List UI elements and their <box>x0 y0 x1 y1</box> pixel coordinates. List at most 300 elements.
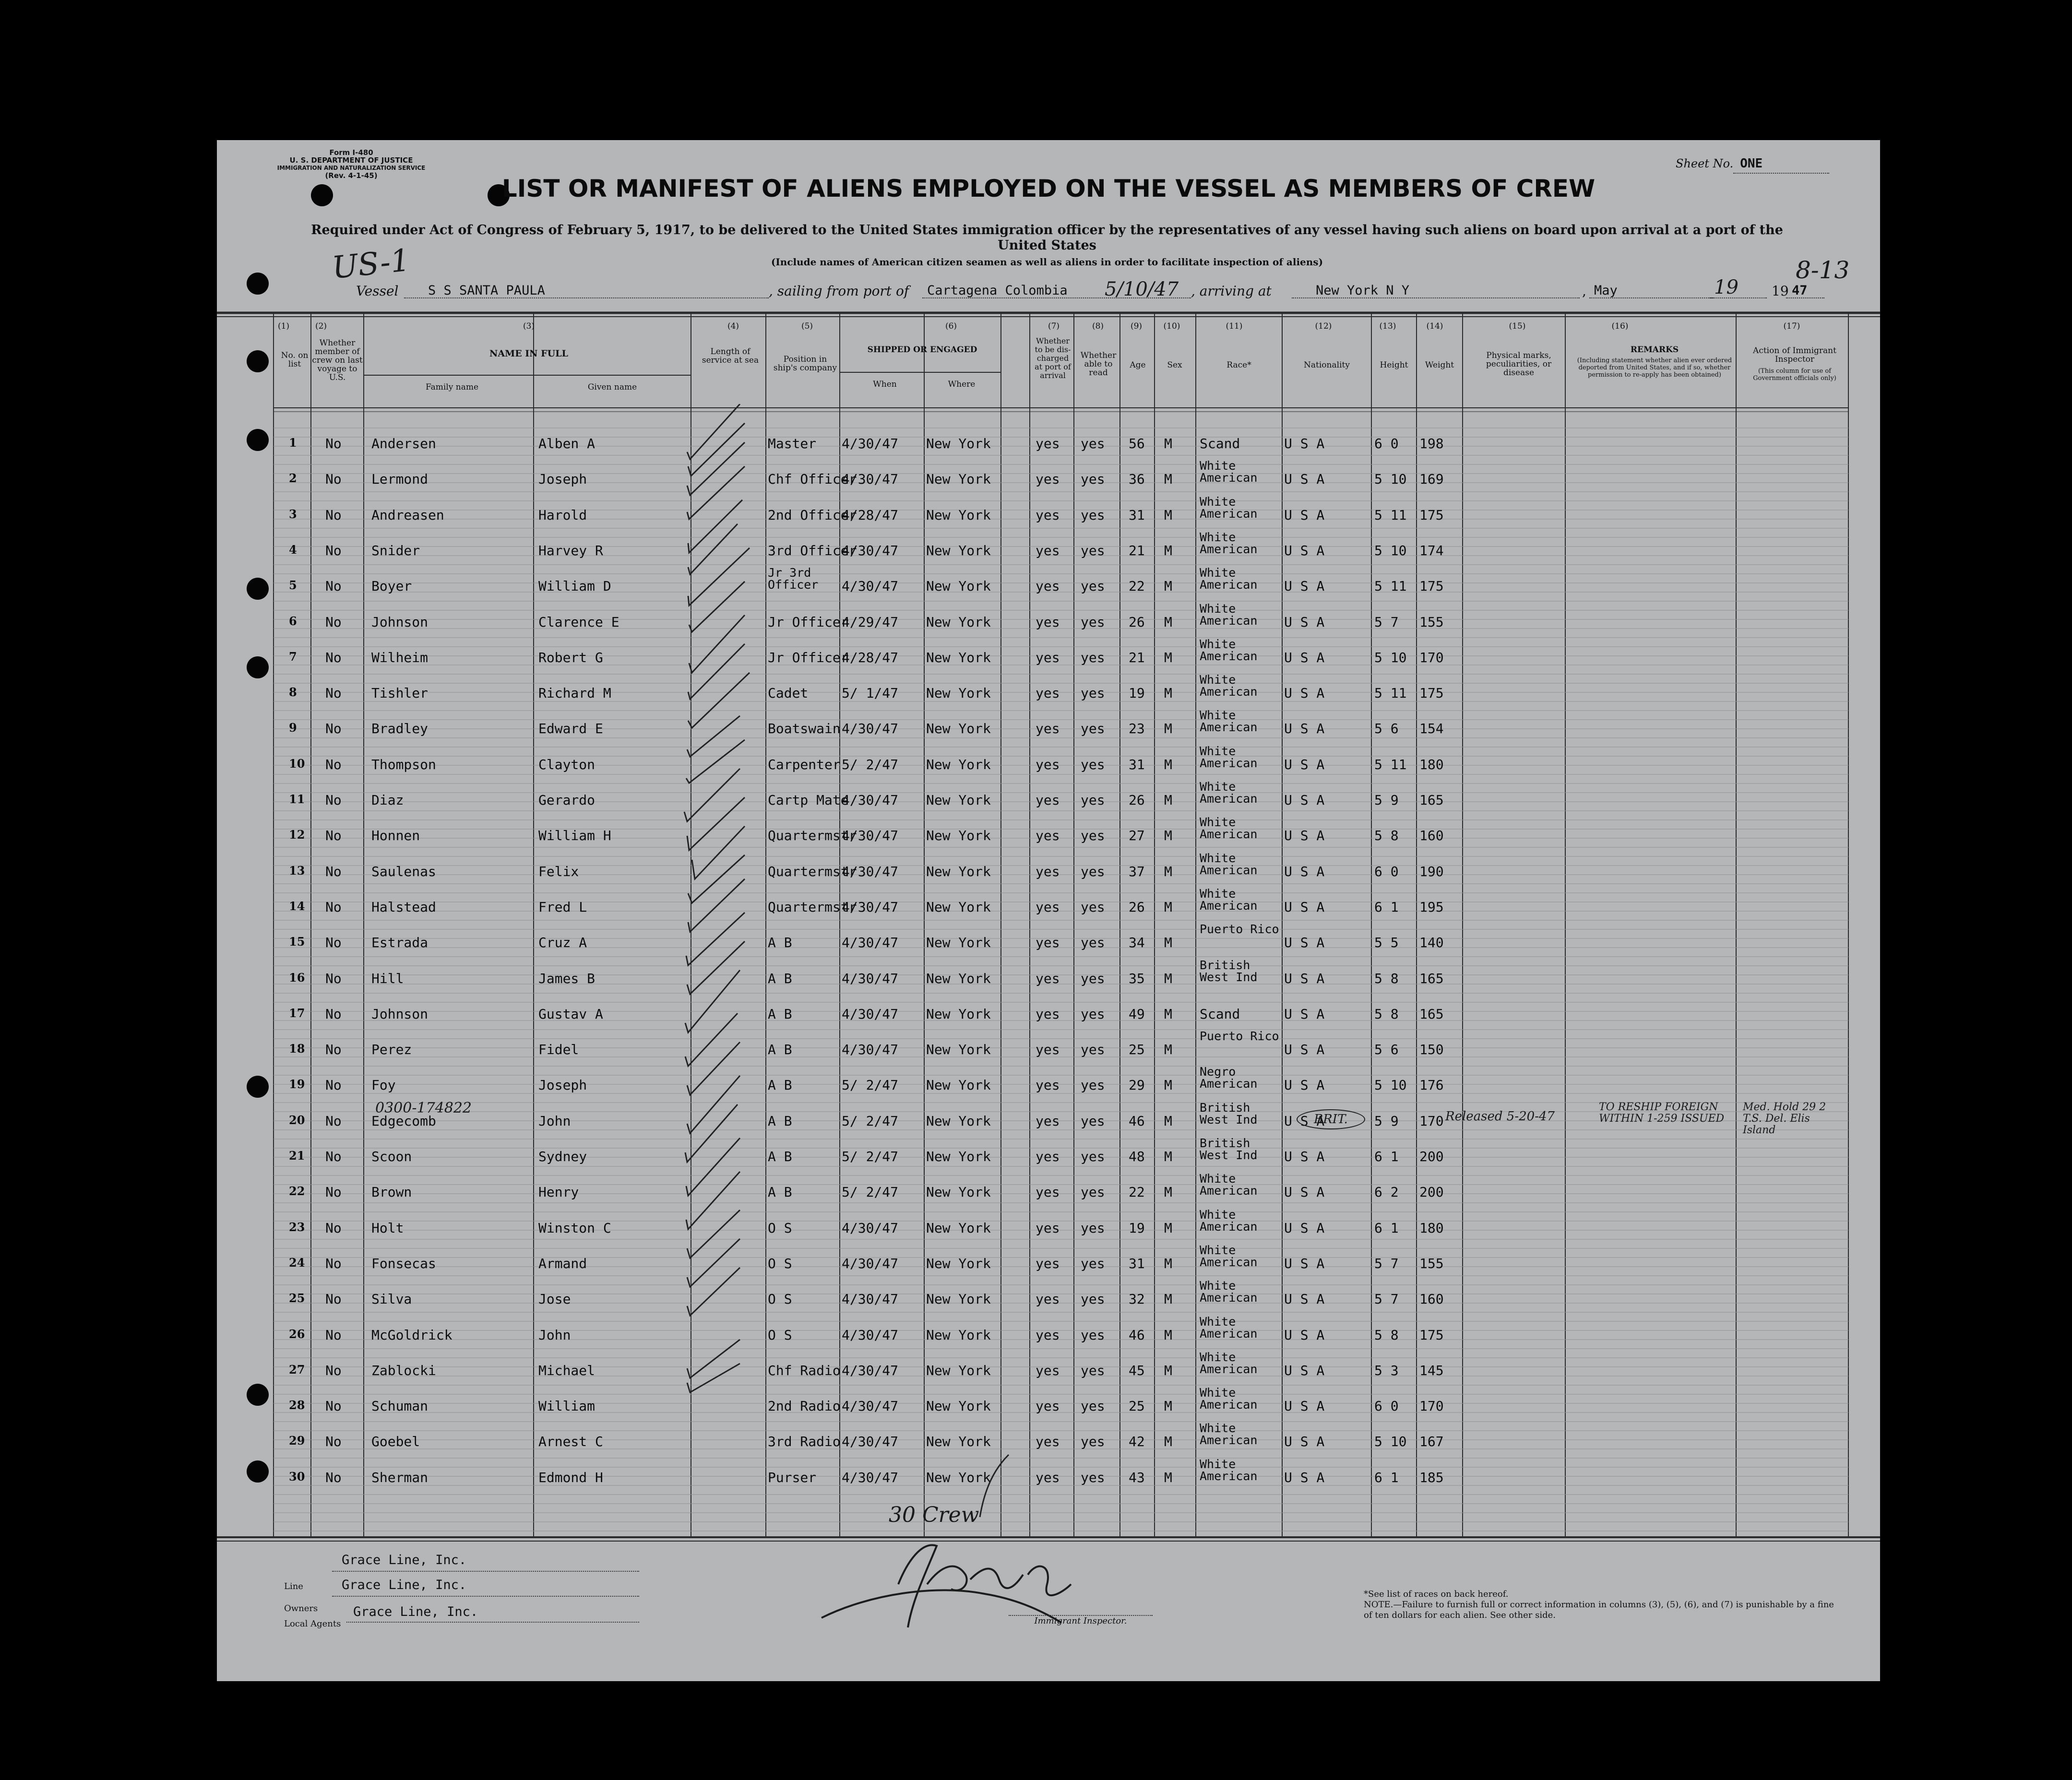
discharged: yes <box>1036 1113 1060 1129</box>
row-number: 6 <box>289 614 297 628</box>
family-name: Zablocki <box>371 1362 436 1378</box>
col-num-17: (17) <box>1783 321 1800 331</box>
row-number: 12 <box>289 828 305 842</box>
discharged: yes <box>1036 1077 1060 1093</box>
nationality: U S A <box>1284 507 1325 523</box>
shipped-where: New York <box>926 792 991 808</box>
age: 43 <box>1129 1469 1145 1485</box>
race: Puerto Rico <box>1200 1029 1279 1044</box>
discharged: yes <box>1036 970 1060 986</box>
able-to-read: yes <box>1081 578 1105 594</box>
shipped-when: 4/30/47 <box>842 1362 899 1378</box>
family-name: Schuman <box>371 1398 429 1414</box>
age: 49 <box>1129 1006 1145 1022</box>
given-name: Arnest C <box>538 1434 603 1450</box>
department: U. S. DEPARTMENT OF JUSTICE <box>289 156 413 165</box>
prev-voyage: No <box>325 1469 342 1485</box>
age: 25 <box>1129 1398 1145 1414</box>
weight: 155 <box>1419 1255 1444 1271</box>
shipped-where: New York <box>926 970 991 986</box>
weight: 185 <box>1419 1469 1444 1485</box>
comma: , <box>1582 283 1586 299</box>
family-name: Lermond <box>371 471 429 487</box>
able-to-read: yes <box>1081 436 1105 451</box>
row-number: 16 <box>289 970 305 985</box>
col-num-4: (4) <box>727 321 739 331</box>
height: 5 8 <box>1374 970 1399 986</box>
family-name: Brown <box>371 1184 412 1200</box>
discharged: yes <box>1036 1291 1060 1307</box>
given-name: Jose <box>538 1291 571 1307</box>
position: A B <box>768 1006 792 1022</box>
row-number: 29 <box>289 1434 305 1448</box>
family-name: Edgecomb <box>371 1113 436 1129</box>
height: 5 10 <box>1374 1077 1407 1093</box>
height: 5 8 <box>1374 828 1399 844</box>
family-name: Foy <box>371 1077 396 1093</box>
age: 31 <box>1129 1255 1145 1271</box>
sex: M <box>1164 1362 1172 1378</box>
shipped-when: 4/30/47 <box>842 436 899 451</box>
height: 6 1 <box>1374 1220 1399 1236</box>
shipped-when: 5/ 1/47 <box>842 685 899 701</box>
given-name: Fred L <box>538 899 587 915</box>
nationality: U S A <box>1284 863 1325 879</box>
prev-voyage: No <box>325 721 342 737</box>
height: 6 0 <box>1374 863 1399 879</box>
sex: M <box>1164 1042 1172 1058</box>
given-name: Armand <box>538 1255 587 1271</box>
able-to-read: yes <box>1081 542 1105 558</box>
shipped-where: New York <box>926 649 991 665</box>
discharged: yes <box>1036 792 1060 808</box>
prev-voyage: No <box>325 1291 342 1307</box>
nationality: U S A <box>1284 471 1325 487</box>
prev-voyage: No <box>325 1077 342 1093</box>
header-action: Action of Immigrant Inspector <box>1753 346 1836 364</box>
footer-note-text: NOTE.—Failure to furnish full or correct information in columns (3), (5), (6), and (7) is punishable by a fine of ten dollars for each alien. See other side. <box>1364 1600 1834 1620</box>
height: 5 8 <box>1374 1327 1399 1343</box>
header-weight: Weight <box>1425 360 1454 370</box>
given-name: William D <box>538 578 611 594</box>
weight: 174 <box>1419 542 1444 558</box>
family-name: Johnson <box>371 1006 429 1022</box>
row-number: 13 <box>289 863 305 878</box>
nationality: U S A <box>1284 721 1325 737</box>
able-to-read: yes <box>1081 1006 1105 1022</box>
header-position: Position in ship's company <box>773 355 837 373</box>
given-name: Robert G <box>538 649 603 665</box>
prev-voyage: No <box>325 1149 342 1164</box>
able-to-read: yes <box>1081 649 1105 665</box>
position: O S <box>768 1291 792 1307</box>
shipped-where: New York <box>926 721 991 737</box>
header-name-in-full: NAME IN FULL <box>489 348 568 359</box>
prev-voyage: No <box>325 1006 342 1022</box>
height: 5 10 <box>1374 1434 1407 1450</box>
row19-handwritten-number: 0300-174822 <box>375 1100 472 1116</box>
position: A B <box>768 1184 792 1200</box>
row-number: 18 <box>289 1042 305 1056</box>
shipped-where: New York <box>926 1291 991 1307</box>
able-to-read: yes <box>1081 1398 1105 1414</box>
shipped-where: New York <box>926 614 991 630</box>
given-name: Winston C <box>538 1220 611 1236</box>
family-name: Sherman <box>371 1469 429 1485</box>
height: 5 11 <box>1374 756 1407 772</box>
sex: M <box>1164 1184 1172 1200</box>
age: 45 <box>1129 1362 1145 1378</box>
nationality: U S A <box>1284 1469 1325 1485</box>
discharged: yes <box>1036 1255 1060 1271</box>
arrival-year: 47 <box>1792 283 1808 298</box>
shipped-where: New York <box>926 1362 991 1378</box>
prev-voyage: No <box>325 792 342 808</box>
header-when: When <box>873 380 897 389</box>
sex: M <box>1164 685 1172 701</box>
race: White American <box>1200 459 1258 485</box>
height: 5 3 <box>1374 1362 1399 1378</box>
row30-handwritten-mark <box>965 1450 1023 1522</box>
given-name: John <box>538 1327 571 1343</box>
row20-nationality-correction: BRIT. <box>1297 1109 1365 1129</box>
shipped-where: New York <box>926 1149 991 1164</box>
family-name: Wilheim <box>371 649 429 665</box>
given-name: Michael <box>538 1362 595 1378</box>
col-num-10: (10) <box>1163 321 1180 331</box>
weight: 145 <box>1419 1362 1444 1378</box>
sex: M <box>1164 1006 1172 1022</box>
sex: M <box>1164 828 1172 844</box>
height: 5 10 <box>1374 471 1407 487</box>
nationality: U S A <box>1284 1327 1325 1343</box>
weight: 169 <box>1419 471 1444 487</box>
row-number: 28 <box>289 1398 305 1412</box>
vessel-name: S S SANTA PAULA <box>428 283 545 298</box>
height: 5 6 <box>1374 721 1399 737</box>
race: Scand <box>1200 1006 1240 1022</box>
shipped-where: New York <box>926 507 991 523</box>
header-family-name: Family name <box>425 382 479 392</box>
page-subtitle: Required under Act of Congress of February 5, 1917, to be delivered to the United States immigration officer by the representatives of any vessel having such aliens on board upon arrival at a port of the United States <box>311 223 1783 253</box>
race: White American <box>1200 1243 1258 1269</box>
age: 25 <box>1129 1042 1145 1058</box>
height: 5 9 <box>1374 792 1399 808</box>
race: White American <box>1200 1279 1258 1305</box>
given-name: Edmond H <box>538 1469 603 1485</box>
row-number: 14 <box>289 899 305 913</box>
height: 5 5 <box>1374 935 1399 951</box>
given-name: Clayton <box>538 756 595 772</box>
height: 5 7 <box>1374 614 1399 630</box>
given-name: Richard M <box>538 685 611 701</box>
able-to-read: yes <box>1081 1077 1105 1093</box>
position: Quartermstr <box>768 899 857 915</box>
given-name: Joseph <box>538 471 587 487</box>
weight: 175 <box>1419 507 1444 523</box>
weight: 175 <box>1419 578 1444 594</box>
year-prefix: 19 <box>1772 283 1789 299</box>
race: White American <box>1200 1350 1258 1376</box>
discharged: yes <box>1036 1149 1060 1164</box>
position: Cartp Mate <box>768 792 849 808</box>
able-to-read: yes <box>1081 970 1105 986</box>
race: White American <box>1200 1172 1258 1198</box>
family-name: Boyer <box>371 578 412 594</box>
prev-voyage: No <box>325 542 342 558</box>
header-race: Race* <box>1227 360 1251 370</box>
weight: 195 <box>1419 899 1444 915</box>
age: 32 <box>1129 1291 1145 1307</box>
footer-note <box>1364 1589 1844 1621</box>
age: 31 <box>1129 507 1145 523</box>
sex: M <box>1164 1291 1172 1307</box>
shipped-when: 5/ 2/47 <box>842 1113 899 1129</box>
col-num-2: (2) <box>315 321 327 331</box>
shipped-when: 4/30/47 <box>842 1255 899 1271</box>
sailing-label: , sailing from port of <box>769 283 909 299</box>
discharged: yes <box>1036 863 1060 879</box>
given-name: Sydney <box>538 1149 587 1164</box>
shipped-where: New York <box>926 1398 991 1414</box>
shipped-when: 4/28/47 <box>842 507 899 523</box>
height: 6 0 <box>1374 1398 1399 1414</box>
weight: 167 <box>1419 1434 1444 1450</box>
shipped-when: 4/29/47 <box>842 614 899 630</box>
page-title: LIST OR MANIFEST OF ALIENS EMPLOYED ON THE VESSEL AS MEMBERS OF CREW <box>501 175 1596 202</box>
height: 5 8 <box>1374 1006 1399 1022</box>
prev-voyage: No <box>325 1327 342 1343</box>
sex: M <box>1164 649 1172 665</box>
nationality: U S A <box>1284 685 1325 701</box>
able-to-read: yes <box>1081 828 1105 844</box>
position: A B <box>768 935 792 951</box>
nationality: U S A <box>1284 1006 1325 1022</box>
given-name: Cruz A <box>538 935 587 951</box>
row-number: 11 <box>289 792 305 806</box>
nationality: U S A <box>1284 828 1325 844</box>
age: 35 <box>1129 970 1145 986</box>
age: 19 <box>1129 1220 1145 1236</box>
discharged: yes <box>1036 935 1060 951</box>
nationality: U S A <box>1284 970 1325 986</box>
row20-released: Released 5-20-47 <box>1445 1109 1555 1124</box>
position: 3rd Officer <box>768 542 857 558</box>
position: O S <box>768 1327 792 1343</box>
weight: 160 <box>1419 1291 1444 1307</box>
position: O S <box>768 1255 792 1271</box>
prev-voyage: No <box>325 614 342 630</box>
shipped-when: 4/30/47 <box>842 542 899 558</box>
port-from: Cartagena Colombia <box>927 283 1068 298</box>
nationality: U S A <box>1284 1149 1325 1164</box>
height: 5 9 <box>1374 1113 1399 1129</box>
weight: 155 <box>1419 614 1444 630</box>
nationality: U S A <box>1284 1220 1325 1236</box>
race: White American <box>1200 708 1258 735</box>
height: 6 1 <box>1374 899 1399 915</box>
service: IMMIGRATION AND NATURALIZATION SERVICE <box>277 165 426 171</box>
inspector-label: Immigrant Inspector. <box>1009 1615 1153 1626</box>
able-to-read: yes <box>1081 507 1105 523</box>
sex: M <box>1164 1469 1172 1485</box>
able-to-read: yes <box>1081 1042 1105 1058</box>
header-able-read: Whether able to read <box>1080 351 1117 378</box>
able-to-read: yes <box>1081 935 1105 951</box>
prev-voyage: No <box>325 685 342 701</box>
shipped-when: 4/30/47 <box>842 1469 899 1485</box>
prev-voyage: No <box>325 970 342 986</box>
header-height: Height <box>1380 360 1408 370</box>
race: White American <box>1200 815 1258 842</box>
discharged: yes <box>1036 756 1060 772</box>
shipped-when: 5/ 2/47 <box>842 1077 899 1093</box>
given-name: Joseph <box>538 1077 587 1093</box>
footer-owners-value: Grace Line, Inc. <box>342 1578 467 1592</box>
col-num-6: (6) <box>945 321 957 331</box>
able-to-read: yes <box>1081 792 1105 808</box>
weight: 160 <box>1419 828 1444 844</box>
weight: 140 <box>1419 935 1444 951</box>
shipped-where: New York <box>926 1077 991 1093</box>
shipped-when: 4/30/47 <box>842 1006 899 1022</box>
shipped-when: 4/30/47 <box>842 1398 899 1414</box>
checkmarks-column <box>678 404 774 1632</box>
race: White American <box>1200 1421 1258 1448</box>
nationality: U S A <box>1284 542 1325 558</box>
col-num-3: (3) <box>523 321 535 331</box>
shipped-where: New York <box>926 436 991 451</box>
sex: M <box>1164 721 1172 737</box>
given-name: John <box>538 1113 571 1129</box>
family-name: Silva <box>371 1291 412 1307</box>
nationality: U S A <box>1284 1042 1325 1058</box>
able-to-read: yes <box>1081 1291 1105 1307</box>
row-number: 9 <box>289 721 297 735</box>
prev-voyage: No <box>325 1434 342 1450</box>
race: White American <box>1200 637 1258 663</box>
able-to-read: yes <box>1081 756 1105 772</box>
sex: M <box>1164 471 1172 487</box>
form-number: Form I-480 <box>329 148 373 157</box>
prev-voyage: No <box>325 935 342 951</box>
race: Scand <box>1200 436 1240 451</box>
prev-voyage: No <box>325 436 342 451</box>
family-name: Snider <box>371 542 420 558</box>
shipped-when: 5/ 2/47 <box>842 1149 899 1164</box>
age: 48 <box>1129 1149 1145 1164</box>
arrival-day-handwriting: 19 <box>1714 276 1739 298</box>
sex: M <box>1164 792 1172 808</box>
position: A B <box>768 1113 792 1129</box>
row-number: 20 <box>289 1113 305 1127</box>
race: White American <box>1200 780 1258 806</box>
family-name: Hill <box>371 970 404 986</box>
age: 26 <box>1129 899 1145 915</box>
discharged: yes <box>1036 1184 1060 1200</box>
race: White American <box>1200 673 1258 699</box>
discharged: yes <box>1036 1398 1060 1414</box>
race: Negro American <box>1200 1065 1258 1091</box>
position: Chf Officer <box>768 471 857 487</box>
family-name: Perez <box>371 1042 412 1058</box>
age: 36 <box>1129 471 1145 487</box>
sex: M <box>1164 863 1172 879</box>
discharged: yes <box>1036 828 1060 844</box>
age: 34 <box>1129 935 1145 951</box>
sex: M <box>1164 1398 1172 1414</box>
weight: 198 <box>1419 436 1444 451</box>
nationality: U S A <box>1284 1291 1325 1307</box>
col-num-14: (14) <box>1426 321 1443 331</box>
sex: M <box>1164 899 1172 915</box>
position: A B <box>768 1077 792 1093</box>
height: 6 1 <box>1374 1149 1399 1164</box>
position: 3rd Radio <box>768 1434 841 1450</box>
sex: M <box>1164 1434 1172 1450</box>
race: White American <box>1200 1314 1258 1341</box>
header-action-note: (This column for use of Government officials only) <box>1753 368 1836 382</box>
row20-action-handwriting: Med. Hold 29 2 T.S. Del. Elis Island <box>1743 1101 1826 1136</box>
nationality: U S A <box>1284 1184 1325 1200</box>
height: 5 11 <box>1374 578 1407 594</box>
prev-voyage: No <box>325 1255 342 1271</box>
shipped-where: New York <box>926 578 991 594</box>
given-name: Harvey R <box>538 542 603 558</box>
age: 27 <box>1129 828 1145 844</box>
sex: M <box>1164 1220 1172 1236</box>
given-name: William H <box>538 828 611 844</box>
race: Puerto Rico <box>1200 922 1279 937</box>
nationality: U S A <box>1284 1255 1325 1271</box>
nationality: U S A <box>1284 899 1325 915</box>
shipped-when: 5/ 2/47 <box>842 1184 899 1200</box>
prev-voyage: No <box>325 1220 342 1236</box>
position: Cadet <box>768 685 809 701</box>
weight: 176 <box>1419 1077 1444 1093</box>
age: 29 <box>1129 1077 1145 1093</box>
given-name: Gerardo <box>538 792 595 808</box>
nationality: U S A <box>1284 649 1325 665</box>
shipped-when: 4/30/47 <box>842 935 899 951</box>
col-num-8: (8) <box>1092 321 1104 331</box>
row-number: 26 <box>289 1327 305 1341</box>
shipped-when: 4/30/47 <box>842 471 899 487</box>
sex: M <box>1164 578 1172 594</box>
shipped-where: New York <box>926 1220 991 1236</box>
shipped-when: 4/30/47 <box>842 1327 899 1343</box>
weight: 165 <box>1419 1006 1444 1022</box>
weight: 170 <box>1419 649 1444 665</box>
position: O S <box>768 1220 792 1236</box>
height: 5 10 <box>1374 542 1407 558</box>
sex: M <box>1164 1149 1172 1164</box>
race: British West Ind <box>1200 1136 1258 1162</box>
shipped-when: 4/30/47 <box>842 1291 899 1307</box>
nationality: U S A <box>1284 1113 1325 1129</box>
footer-agents-value: Grace Line, Inc. <box>353 1604 478 1619</box>
weight: 190 <box>1419 863 1444 879</box>
shipped-where: New York <box>926 756 991 772</box>
shipped-where: New York <box>926 471 991 487</box>
discharged: yes <box>1036 1469 1060 1485</box>
position: Master <box>768 436 817 451</box>
height: 5 10 <box>1374 649 1407 665</box>
shipped-when: 5/ 2/47 <box>842 756 899 772</box>
footer-note-star: *See list of races on back hereof. <box>1364 1589 1509 1599</box>
header-length-service: Length of service at sea <box>702 347 759 365</box>
nationality: U S A <box>1284 756 1325 772</box>
